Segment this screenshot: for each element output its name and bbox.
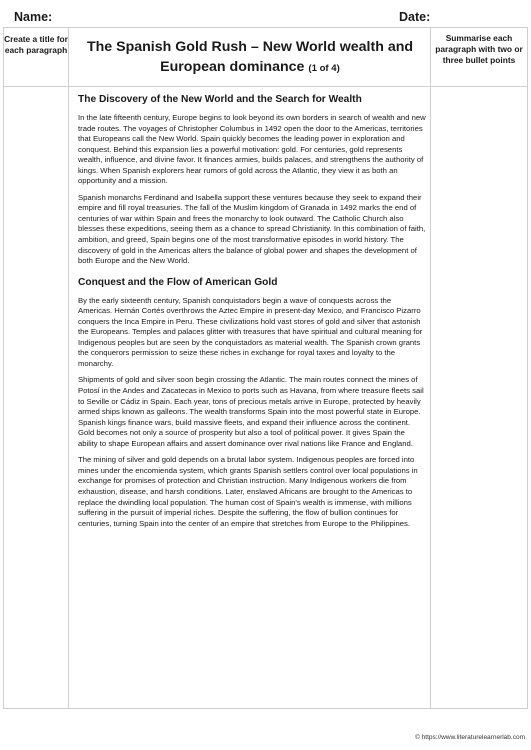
worksheet-header <box>0 6 531 22</box>
worksheet-title <box>72 37 428 79</box>
left-column-instruction: Create a title for each paragraph <box>4 34 68 55</box>
copyright-footer: © https://www.literaturelearnerlab.com <box>415 734 525 741</box>
section-discovery <box>78 93 426 267</box>
title-text: The Spanish Gold Rush – New World wealth and European dominance <box>86 39 414 75</box>
paragraph: The mining of silver and gold depends on a brutal labor system. Indigenous peoples are forced into mines under the encomienda system, which grants Spanish settlers control over local populations in exchange for promises of protection and Christian instruction. Many Indigenous workers die from exhaustion, disease, and harsh conditions. Later, enslaved Africans are brought to the Americas to replace the dwindling local population. The human cost of Spain's wealth is immense, with millions suffering in the pursuit of imperial riches. Despite the suffering, the flow of bullion continues for centuries, turning Spain into the center of an empire that stretches from Europe to the Philippines. <box>78 455 418 528</box>
paragraph: Shipments of gold and silver soon begin crossing the Atlantic. The main routes connect the mines of Potosí in the Andes and Zacatecas in Mexico to ports such as Havana, from where treasure fleets sail to Seville or Cádiz in Spain. Each year, tons of precious metals arrive in Europe, protected by heavily armed ships known as galleons. The wealth transforms Spain into the most powerful state in Europe. Spanish kings finance wars, build massive fleets, and expand their influence across the continent. Gold becomes not only a source of prosperity but also a tool of political power. It gives Spain the ability to shape European affairs and assert dominance over rival nations like France and England. <box>78 375 424 448</box>
section-heading: The Discovery of the New World and the Search for Wealth <box>78 94 362 105</box>
paragraph: Spanish monarchs Ferdinand and Isabella support these ventures because they seek to expand their empire and fill royal treasuries. The fall of the Muslim kingdom of Granada in 1492 marks the end of centuries of war within Spain and frees the monarchy to look outward. The Catholic Church also blesses these expeditions, seeing them as a chance to spread Christianity. In this combination of faith, ambition, and greed, Spain begins one of the most transformative episodes in world history. The discovery of gold in the Americas alters the balance of global power and shapes the development of both Europe and the New World. <box>78 192 426 266</box>
right-column-instruction: Summarise each paragraph with two or three bullet points <box>435 33 523 65</box>
paragraph: By the early sixteenth century, Spanish conquistadors begin a wave of conquests across the Americas. Hernán Cortés overthrows the Aztec Empire in present-day Mexico, and Francisco Pizarro conquers the Inca Empire in Peru. These civilizations hold vast stores of gold and silver that astonish the Europeans. Temples and palaces glitter with treasures that have spiritual and cultural meaning for Indigenous peoples but are seen by the conquistadors as material wealth. The Spanish crown grants the conquerors permission to seize these riches in exchange for royal taxes and loyalty to the monarchy. <box>78 295 423 368</box>
date-label: Date: <box>399 10 431 24</box>
section-heading: Conquest and the Flow of American Gold <box>78 276 278 288</box>
part-indicator: (1 of 4) <box>308 63 340 74</box>
header-row-divider <box>3 86 528 87</box>
section-conquest <box>78 276 426 529</box>
paragraph: In the late fifteenth century, Europe begins to look beyond its own borders in search of wealth and new trade routes. The voyages of Christopher Columbus in 1492 open the door to the Americas, territories that Europeans call the New World. Spain quickly becomes the leading power in exploration and conquest. Behind this expansion lies a powerful motivation: gold. For centuries, gold represents wealth, influence, and divine favor. It finances armies, builds palaces, and strengthens the authority of kings. When Spanish explorers hear rumors of gold across the Atlantic, they view it as both an opportunity and a mission. <box>78 113 426 186</box>
reading-passage <box>78 93 426 535</box>
left-title-column <box>3 27 69 709</box>
name-label: Name: <box>14 10 53 24</box>
right-summary-column <box>430 27 528 709</box>
